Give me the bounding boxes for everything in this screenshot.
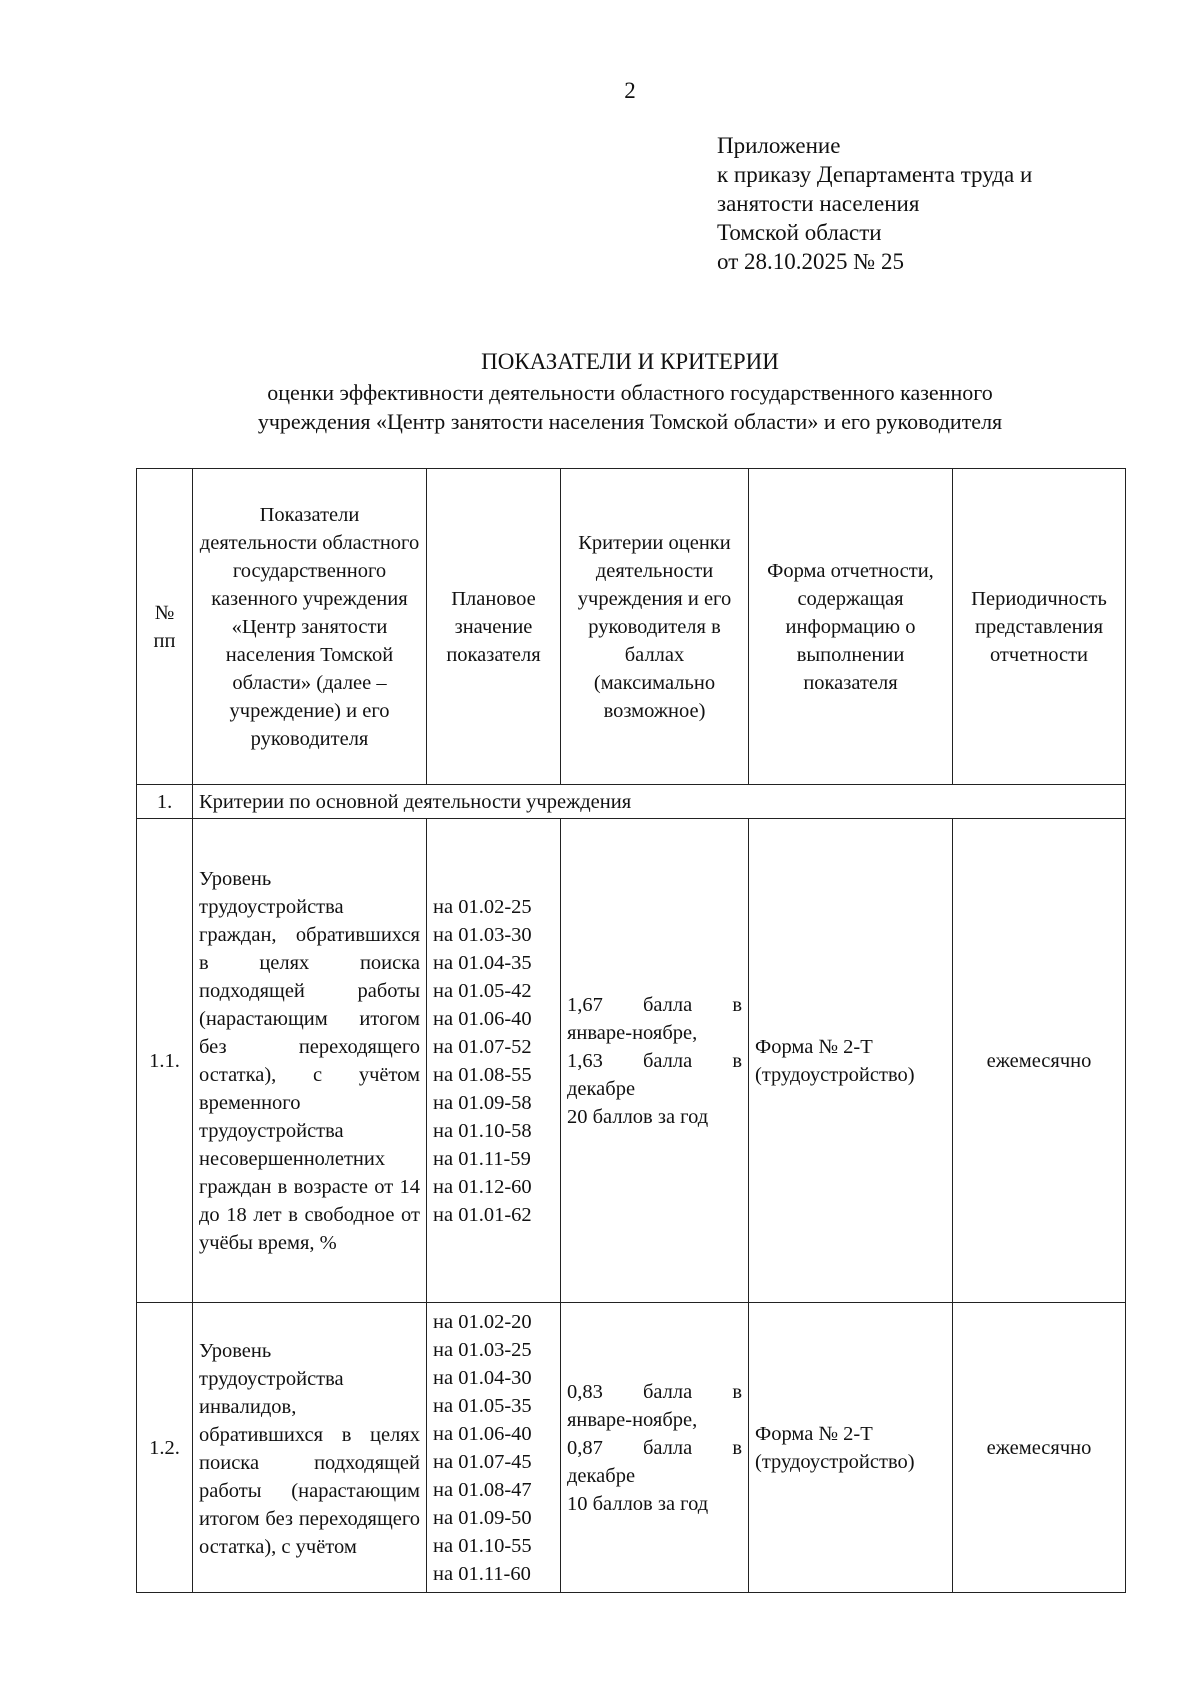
plan-value: на 01.09-50 xyxy=(433,1506,532,1529)
criteria-line: декабре xyxy=(567,1077,636,1100)
plan-value: на 01.01-62 xyxy=(433,1203,532,1226)
appendix-block xyxy=(717,131,1157,276)
row-indicator: Уровень трудоустройства инвалидов, обратившихся в целях поиска подходящей работы (нарастающим итогом без переходящего остатка), с учётом xyxy=(193,1303,427,1593)
header-criteria: Критерии оценки деятельности учреждения и его руководителя в баллах (максимально возможное) xyxy=(561,469,749,785)
row-form: Форма № 2-Т (трудоустройство) xyxy=(749,819,953,1303)
row-plan-values xyxy=(427,819,561,1303)
plan-value: на 01.08-55 xyxy=(433,1063,532,1086)
header-plan: Плановое значение показателя xyxy=(427,469,561,785)
plan-value: на 01.03-30 xyxy=(433,923,532,946)
appendix-line: занятости населения xyxy=(717,191,920,216)
criteria-line: январе-ноябре, xyxy=(567,1021,698,1044)
document-subtitle xyxy=(0,378,1200,436)
table-header-row xyxy=(137,469,1126,785)
criteria-line: 1,67 балла в xyxy=(567,993,742,1016)
row-period: ежемесячно xyxy=(953,1303,1126,1593)
header-form: Форма отчетности, содержащая информацию о выполнении показателя xyxy=(749,469,953,785)
table-row xyxy=(137,1303,1126,1593)
page-number: 2 xyxy=(624,78,636,103)
section-row xyxy=(137,785,1126,819)
subtitle-line: оценки эффективности деятельности областного государственного казенного xyxy=(267,380,993,405)
row-num: 1.2. xyxy=(137,1303,193,1593)
row-criteria xyxy=(561,819,749,1303)
plan-value: на 01.05-35 xyxy=(433,1394,532,1417)
document-title: ПОКАЗАТЕЛИ И КРИТЕРИИ xyxy=(481,349,779,374)
plan-value: на 01.05-42 xyxy=(433,979,532,1002)
section-title: Критерии по основной деятельности учреждения xyxy=(193,785,1126,819)
plan-value: на 01.06-40 xyxy=(433,1007,532,1030)
plan-value: на 01.07-45 xyxy=(433,1450,532,1473)
row-plan-values xyxy=(427,1303,561,1593)
row-criteria xyxy=(561,1303,749,1593)
criteria-table xyxy=(136,468,1126,1593)
section-num: 1. xyxy=(137,785,193,819)
plan-value: на 01.10-55 xyxy=(433,1534,532,1557)
plan-value: на 01.11-59 xyxy=(433,1147,531,1170)
row-num: 1.1. xyxy=(137,819,193,1303)
criteria-line: декабре xyxy=(567,1464,636,1487)
plan-value: на 01.02-20 xyxy=(433,1310,532,1333)
plan-value: на 01.10-58 xyxy=(433,1119,532,1142)
appendix-line: от 28.10.2025 № 25 xyxy=(717,249,904,274)
row-form: Форма № 2-Т (трудоустройство) xyxy=(749,1303,953,1593)
criteria-line: 20 баллов за год xyxy=(567,1105,709,1128)
appendix-line: к приказу Департамента труда и xyxy=(717,162,1033,187)
plan-value: на 01.03-25 xyxy=(433,1338,532,1361)
criteria-line: 0,83 балла в xyxy=(567,1380,742,1403)
row-period: ежемесячно xyxy=(953,819,1126,1303)
plan-value: на 01.11-60 xyxy=(433,1562,531,1585)
plan-value: на 01.08-47 xyxy=(433,1478,532,1501)
plan-value: на 01.06-40 xyxy=(433,1422,532,1445)
plan-value: на 01.07-52 xyxy=(433,1035,532,1058)
criteria-line: январе-ноябре, xyxy=(567,1408,698,1431)
plan-value: на 01.04-30 xyxy=(433,1366,532,1389)
row-indicator: Уровень трудоустройства граждан, обратившихся в целях поиска подходящей работы (нарастающим итогом без переходящего остатка), с учётом временного трудоустройства несовершеннолетних граждан в возрасте от 14 до 18 лет в свободное от учёбы время, % xyxy=(193,819,427,1303)
plan-value: на 01.02-25 xyxy=(433,895,532,918)
plan-value: на 01.04-35 xyxy=(433,951,532,974)
header-period: Периодичность представления отчетности xyxy=(953,469,1126,785)
appendix-line: Томской области xyxy=(717,220,882,245)
header-num: № пп xyxy=(137,469,193,785)
criteria-line: 10 баллов за год xyxy=(567,1492,709,1515)
plan-value: на 01.12-60 xyxy=(433,1175,532,1198)
header-indicator: Показатели деятельности областного государственного казенного учреждения «Центр занятости населения Томской области» (далее – учреждение) и его руководителя xyxy=(193,469,427,785)
appendix-line: Приложение xyxy=(717,133,841,158)
criteria-line: 1,63 балла в xyxy=(567,1049,742,1072)
plan-value: на 01.09-58 xyxy=(433,1091,532,1114)
criteria-line: 0,87 балла в xyxy=(567,1436,742,1459)
table-row xyxy=(137,819,1126,1303)
subtitle-line: учреждения «Центр занятости населения Томской области» и его руководителя xyxy=(257,409,1003,434)
